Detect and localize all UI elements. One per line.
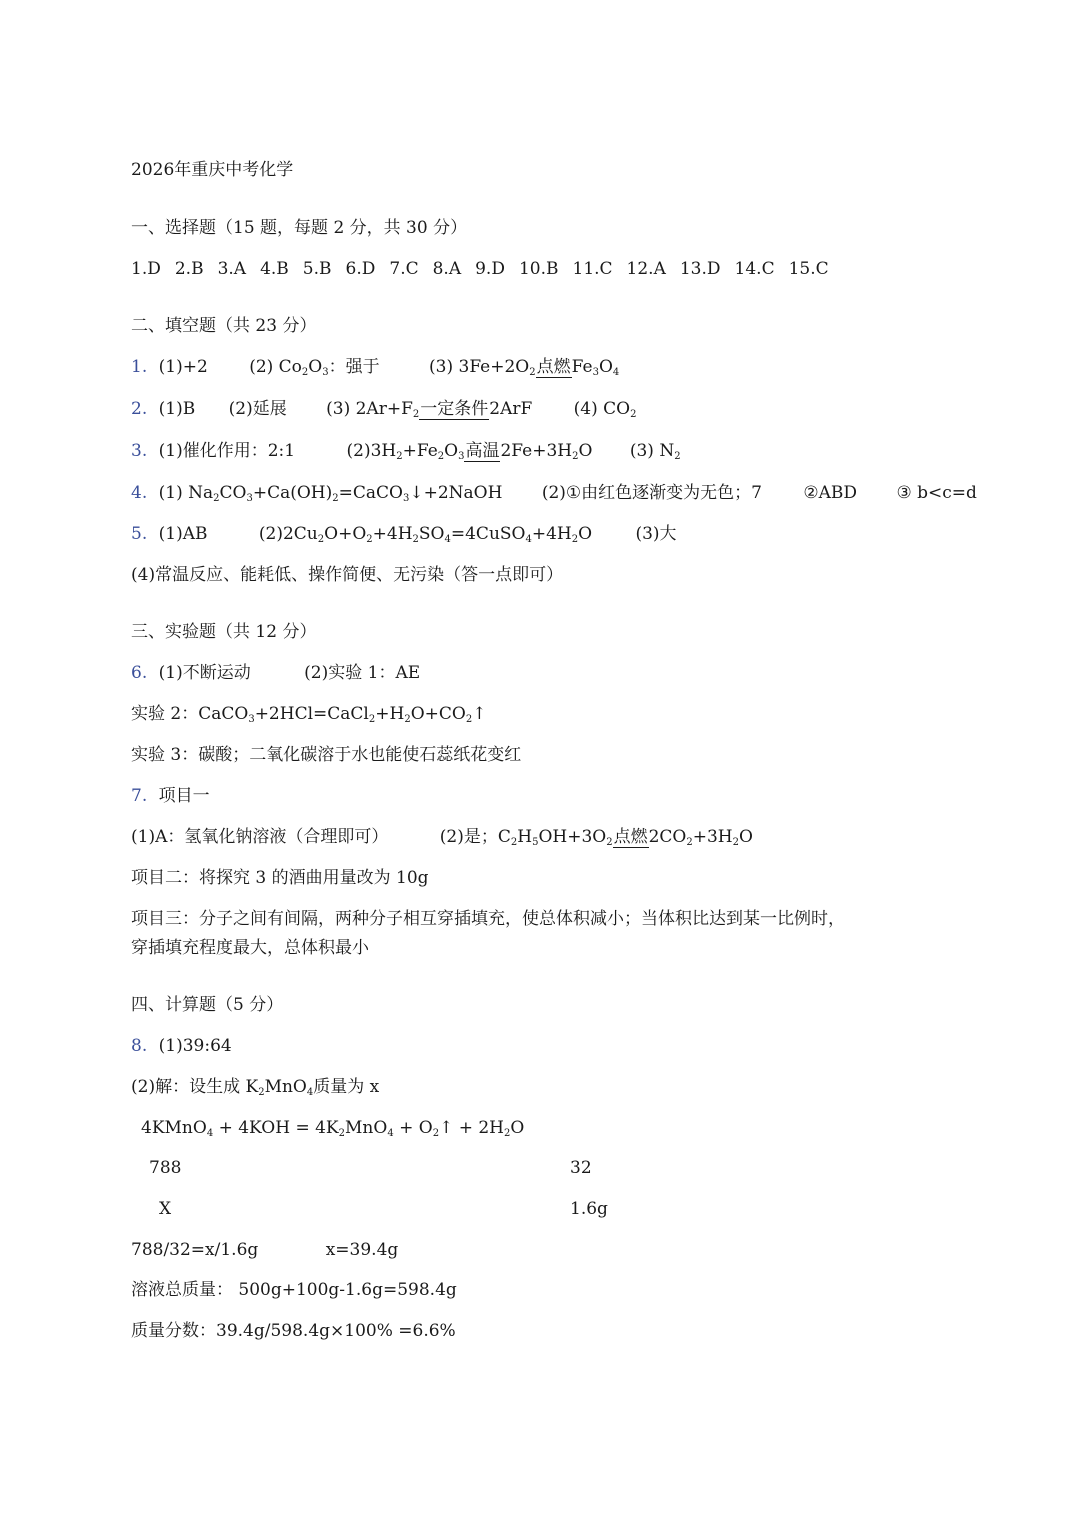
choice-answer: 2.B xyxy=(174,259,204,279)
q1-part2: (2) $Co_2O_3$：强于 xyxy=(249,357,380,378)
q6-experiment3: 实验 3：碳酸；二氧化碳溶于水也能使石蕊纸花变红 xyxy=(131,745,522,765)
choice-answer: 5.B xyxy=(302,259,332,279)
q8-x-value: x=39.4g xyxy=(325,1240,399,1260)
choice-answer: 4.B xyxy=(260,259,289,279)
q8-part2-setup: (2)解：设生成 $K_2MnO_4$质量为 x xyxy=(131,1077,380,1098)
q7-project3-line1: 项目三：分子之间有间隔，两种分子相互穿插填充，使总体积减小；当体积比达到某一比例时， xyxy=(131,909,845,929)
q8-row xyxy=(131,1034,232,1058)
question-number: 5. xyxy=(131,524,148,544)
q5-row xyxy=(131,522,677,546)
reaction-condition: 高温 xyxy=(465,441,500,461)
q8-equation: 4KMnO$_4$ + $4KOH = 4K_2MnO_4$ + $O_2↑ + 2H_2O$ xyxy=(141,1118,525,1139)
reaction-condition: 点燃 xyxy=(536,357,571,377)
q1-part3-equation: (3) $3Fe+2O_2$点燃$Fe_3O_4$ xyxy=(429,357,620,378)
question-number: 8. xyxy=(131,1036,148,1056)
question-number: 1. xyxy=(131,357,148,377)
choice-answer: 1.D xyxy=(131,259,161,279)
choice-answer: 7.C xyxy=(389,259,419,279)
choice-answer: 11.C xyxy=(572,259,613,279)
q5-part2-equation: $(2)2Cu_2O+O_2+4H_2SO_4=4CuSO_4+4H_2O$ xyxy=(258,524,593,545)
q4-part4: ③ b<c=d xyxy=(896,483,977,503)
q6-experiment2: 实验 2：$CaCO_3+2HCl=CaCl_2+H_2O+CO_2↑$ xyxy=(131,704,487,725)
choice-answer: 12.A xyxy=(626,259,666,279)
section4-heading: 四、计算题（5 分） xyxy=(131,995,284,1015)
q2-part2: (2)延展 xyxy=(228,399,287,419)
section2-heading: 二、填空题（共 23 分） xyxy=(131,316,317,336)
q8-ratio-row xyxy=(131,1238,398,1262)
q3-part2-equation: $(2)3H_2+Fe_2O_3$高温$2Fe+3H_2O$ xyxy=(346,441,593,462)
q7-part2-equation: (2)是；$C_2H_5OH+3O_2$点燃$2CO_2+3H_2O$ xyxy=(439,827,753,848)
page-title: 2026年重庆中考化学 xyxy=(131,160,294,180)
q8-part1: (1)39:64 xyxy=(158,1036,232,1056)
section3-heading: 三、实验题（共 12 分） xyxy=(131,622,317,642)
question-number: 2. xyxy=(131,399,148,419)
q7-part1: (1)A：氢氧化钠溶液（合理即可） xyxy=(131,827,389,847)
q5-part1: (1)AB xyxy=(158,524,208,544)
q8-ratio: 788/32=x/1.6g xyxy=(131,1240,259,1260)
q1-part1: (1)+2 xyxy=(158,357,208,377)
question-number: 3. xyxy=(131,441,148,461)
reaction-condition: 点燃 xyxy=(613,827,648,847)
q4-part2: (2)①由红色逐渐变为无色；7 xyxy=(541,483,762,503)
q8-unknown: X xyxy=(159,1199,172,1219)
q1-row xyxy=(131,355,619,379)
choice-answer: 13.D xyxy=(679,259,721,279)
choice-answers-row xyxy=(131,257,843,281)
q3-part3: (3) $N_2$ xyxy=(629,441,681,462)
q8-known-mass: 1.6g xyxy=(570,1199,608,1219)
q4-row xyxy=(131,481,977,505)
q7-project3-line2: 穿插填充程度最大，总体积最小 xyxy=(131,938,369,958)
q4-part1-equation: (1) $Na_2CO_3+Ca(OH)_2=CaCO_3↓+2NaOH$ xyxy=(158,483,503,504)
choice-answer: 14.C xyxy=(734,259,775,279)
q6-part2: (2)实验 1：AE xyxy=(304,663,421,683)
q6-row xyxy=(131,661,420,685)
q8-mass-fraction: 质量分数：39.4g/598.4g×100% =6.6% xyxy=(131,1321,456,1341)
q8-molar-mass-1: 788 xyxy=(149,1158,182,1178)
section1-heading: 一、选择题（15 题，每题 2 分，共 30 分） xyxy=(131,218,468,238)
q2-part4: (4) $CO_2$ xyxy=(573,399,637,420)
q2-row xyxy=(131,397,636,421)
choice-answer: 10.B xyxy=(518,259,559,279)
q2-part3-equation: (3) $2Ar+F_2$一定条件2ArF xyxy=(326,399,533,420)
q7-title-row xyxy=(131,784,210,808)
q7-parts-row xyxy=(131,825,753,849)
reaction-condition: 一定条件 xyxy=(420,399,489,419)
question-number: 7. xyxy=(131,786,148,806)
q5-part3: (3)大 xyxy=(635,524,677,544)
q7-title: 项目一 xyxy=(158,786,210,806)
choice-answer: 9.D xyxy=(475,259,505,279)
q3-part1: (1)催化作用：2:1 xyxy=(158,441,296,461)
choice-answer: 8.A xyxy=(432,259,462,279)
question-number: 4. xyxy=(131,483,148,503)
q5-part4: (4)常温反应、能耗低、操作简便、无污染（答一点即可） xyxy=(131,565,564,585)
q4-part3: ②ABD xyxy=(803,483,858,503)
q8-total-mass: 溶液总质量： 500g+100g-1.6g=598.4g xyxy=(131,1280,457,1300)
question-number: 6. xyxy=(131,663,148,683)
q8-molar-mass-2: 32 xyxy=(570,1158,592,1178)
q6-part1: (1)不断运动 xyxy=(158,663,251,683)
choice-answer: 3.A xyxy=(217,259,247,279)
choice-answer: 6.D xyxy=(345,259,376,279)
q7-project2: 项目二：将探究 3 的酒曲用量改为 10g xyxy=(131,868,429,888)
q3-row xyxy=(131,439,681,463)
choice-answer: 15.C xyxy=(788,259,829,279)
q2-part1: (1)B xyxy=(158,399,196,419)
